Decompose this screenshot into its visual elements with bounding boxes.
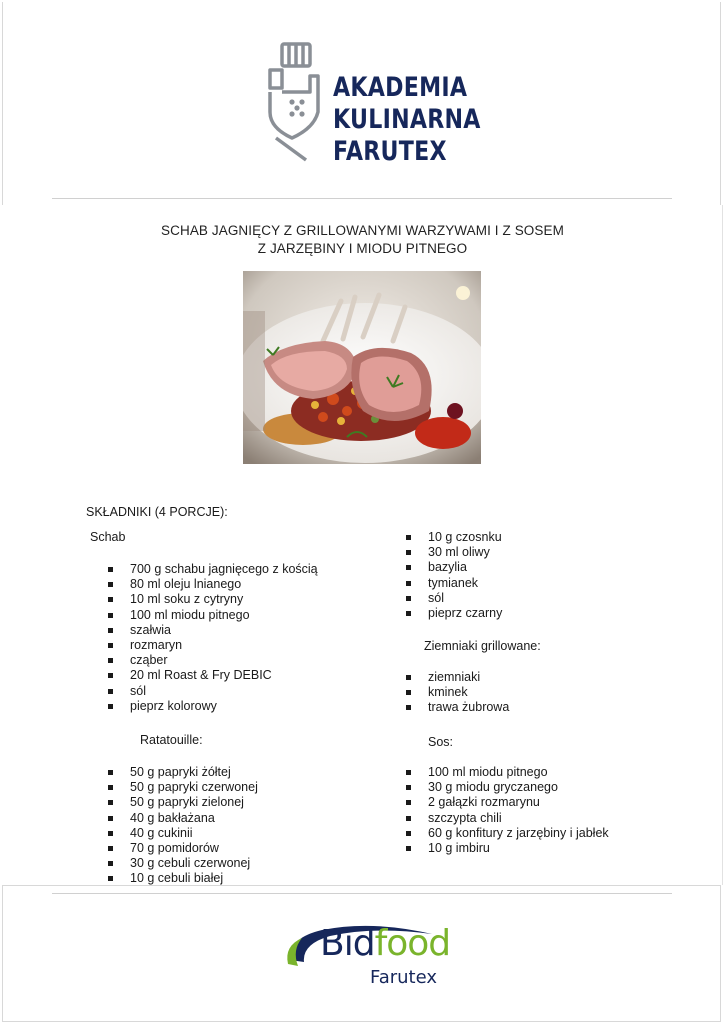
- header-divider: [52, 198, 672, 199]
- list-item: 10 ml soku z cytryny: [108, 592, 318, 607]
- list-item: sól: [406, 591, 502, 606]
- bidfood-word-food: food: [374, 923, 451, 964]
- schab-heading-block: [90, 530, 125, 545]
- list-item: 40 g bakłażana: [108, 811, 258, 826]
- recipe-title-line-1: SCHAB JAGNIĘCY Z GRILLOWANYMI WARZYWAMI I Z SOSEM: [161, 223, 564, 238]
- list-item: 50 g papryki zielonej: [108, 795, 258, 810]
- list-item: 20 ml Roast & Fry DEBIC: [108, 668, 318, 683]
- list-item: 50 g papryki czerwonej: [108, 780, 258, 795]
- footer-divider: [52, 893, 672, 894]
- ratatouille-heading-block: [140, 733, 203, 748]
- bidfood-word-bid: Bid: [320, 923, 375, 964]
- ingredients-heading: SKŁADNIKI (4 PORCJE):: [86, 505, 228, 519]
- bidfood-logo: [282, 920, 452, 992]
- list-item: 30 g cebuli czerwonej: [108, 856, 258, 871]
- list-item: cząber: [108, 653, 318, 668]
- list-item: 30 g miodu gryczanego: [406, 780, 609, 795]
- potatoes-heading: Ziemniaki grillowane:: [424, 639, 541, 653]
- list-item: pieprz czarny: [406, 606, 502, 621]
- list-item: 60 g konfitury z jarzębiny i jabłek: [406, 826, 609, 841]
- schab-heading: Schab: [90, 530, 126, 544]
- ratatouille-list: [108, 765, 258, 887]
- list-item: pieprz kolorowy: [108, 699, 318, 714]
- list-item: tymianek: [406, 576, 502, 591]
- bidfood-wordmark: [320, 924, 450, 964]
- list-item: sól: [108, 684, 318, 699]
- sauce-heading-block: [428, 735, 453, 750]
- list-item: 80 ml oleju lnianego: [108, 577, 318, 592]
- list-item: 30 ml oliwy: [406, 545, 502, 560]
- sauce-list: [406, 765, 609, 856]
- sauce-heading: Sos:: [428, 735, 454, 749]
- dish-photo: [243, 271, 481, 464]
- potatoes-heading-block: [424, 639, 541, 654]
- list-item: 10 g cebuli białej: [108, 871, 258, 886]
- recipe-title-line-2: Z JARZĘBINY I MIODU PITNEGO: [257, 241, 468, 256]
- list-item: kminek: [406, 685, 509, 700]
- list-item: 40 g cukinii: [108, 826, 258, 841]
- ratatouille-heading: Ratatouille:: [140, 733, 203, 747]
- schab-list: [108, 562, 318, 714]
- list-item: bazylia: [406, 560, 502, 575]
- potatoes-list: [406, 670, 509, 716]
- list-item: szałwia: [108, 623, 318, 638]
- list-item: 2 gałązki rozmarynu: [406, 795, 609, 810]
- page-edge-line: [722, 205, 723, 885]
- list-item: 100 ml miodu pitnego: [108, 608, 318, 623]
- logo-line-2: KULINARNA: [333, 104, 481, 135]
- list-item: 10 g imbiru: [406, 841, 609, 856]
- list-item: 70 g pomidorów: [108, 841, 258, 856]
- list-item: 10 g czosnku: [406, 530, 502, 545]
- logo-line-1: AKADEMIA: [333, 72, 468, 103]
- list-item: 50 g papryki żółtej: [108, 765, 258, 780]
- list-item: rozmaryn: [108, 638, 318, 653]
- list-item: 700 g schabu jagnięcego z kością: [108, 562, 318, 577]
- list-item: 100 ml miodu pitnego: [406, 765, 609, 780]
- recipe-title: [0, 222, 725, 258]
- ratatouille-cont-list: [406, 530, 502, 621]
- logo-line-3: FARUTEX: [333, 136, 447, 167]
- akademia-logo-wordmark: [333, 72, 481, 168]
- list-item: ziemniaki: [406, 670, 509, 685]
- bidfood-subtitle: Farutex: [370, 967, 438, 988]
- list-item: szczypta chili: [406, 811, 609, 826]
- list-item: trawa żubrowa: [406, 700, 509, 715]
